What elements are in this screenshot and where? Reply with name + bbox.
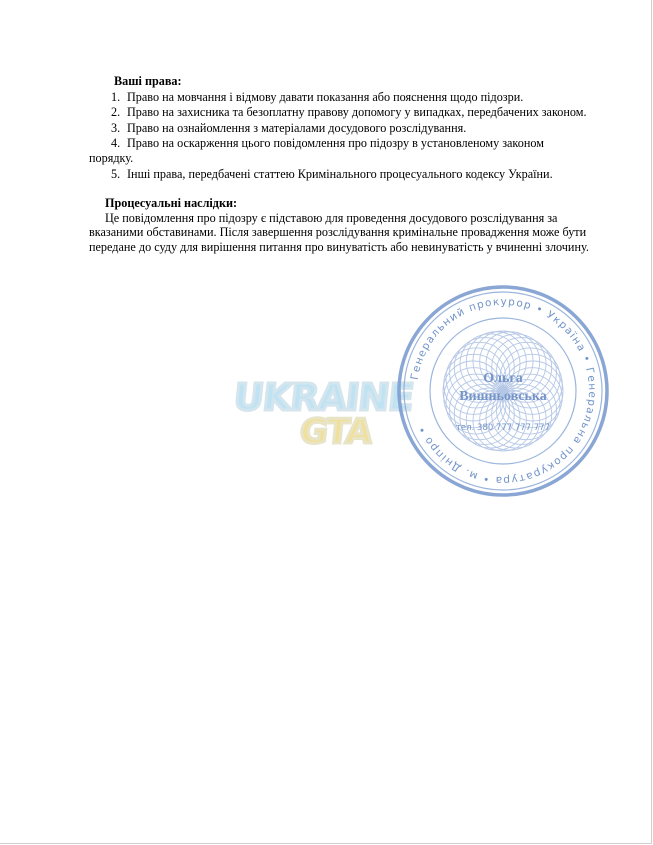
stamp-ring-text: Генеральний прокурор • Україна • Генеральна прокуратура • м. Дніпро •: [408, 295, 599, 487]
rights-list: [89, 90, 589, 182]
watermark-line2: GTA: [297, 412, 374, 452]
rights-item-number: 4.: [111, 136, 121, 151]
rights-item-text: Право на оскарження цього повідомлення про підозру в установленому законом порядку.: [89, 136, 544, 165]
watermark-line1: UKRAINE: [231, 376, 416, 419]
rights-item-3: [89, 121, 589, 136]
rights-heading: Ваші права:: [114, 74, 182, 88]
rights-item-text: Інші права, передбачені статтею Кримінального процесуального кодексу України.: [127, 166, 553, 181]
official-stamp: [396, 284, 610, 498]
rights-item-number: 3.: [111, 120, 121, 135]
watermark-logo: [231, 372, 416, 472]
rights-item-text: Право на ознайомлення з матеріалами досудового розслідування.: [127, 120, 467, 135]
rights-item-number: 2.: [111, 105, 121, 120]
rights-item-number: 1.: [111, 89, 121, 104]
rights-item-1: [89, 90, 589, 105]
rights-item-5: [89, 167, 589, 182]
consequences-paragraph: Це повідомлення про підозру є підставою для проведення досудового розслідування за вказаними обставинами. Після завершення розслідування кримінальне провадження може бути передане до суду для вирішення питання про винуватість або невинуватість у вчиненні злочину.: [89, 210, 589, 254]
stamp-phone: тел. 380 777 777 777: [455, 423, 551, 433]
consequences-heading: Процесуальні наслідки:: [105, 196, 238, 211]
rights-item-text: Право на захисника та безоплатну правову допомогу у випадках, передбачених законом.: [127, 105, 587, 120]
rights-item-4: [89, 136, 589, 165]
stamp-name-last: Вишньовська: [459, 389, 547, 404]
rights-item-number: 5.: [111, 166, 121, 181]
stamp-name-first: Ольга: [483, 371, 523, 386]
document-content: [89, 74, 589, 255]
rights-item-2: [89, 105, 589, 120]
stamp-seal-icon: [396, 284, 610, 498]
rights-item-text: Право на мовчання і відмову давати показання або пояснення щодо підозри.: [127, 89, 524, 104]
